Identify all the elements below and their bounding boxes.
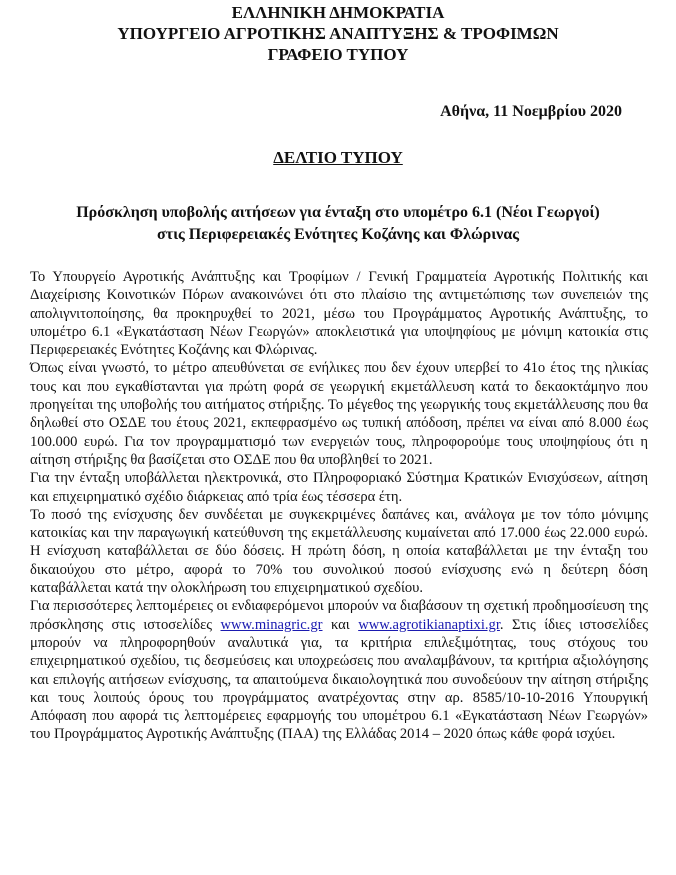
minagric-link[interactable]: www.minagric.gr xyxy=(220,616,323,633)
header-press-office: ΓΡΑΦΕΙΟ ΤΥΠΟΥ xyxy=(267,45,409,64)
header-ministry: ΥΠΟΥΡΓΕΙΟ ΑΓΡΟΤΙΚΗΣ ΑΝΑΠΤΥΞΗΣ & ΤΡΟΦΙΜΩΝ xyxy=(117,24,559,43)
document-date: Αθήνα, 11 Νοεμβρίου 2020 xyxy=(440,103,622,120)
paragraph-announcement: Το Υπουργείο Αγροτικής Ανάπτυξης και Τροφίμων / Γενική Γραμματεία Αγροτικής Πολιτικής και Διαχείρισης Κοινοτικών Πόρων ανακοινώνει ότι στο πλαίσιο της αντιμετώπισης των συνεπειών της απολιγνιτοποίησης, θα προκηρυχθεί το 2021, μέσω του Προγράμματος Αγροτικής Ανάπτυξης, το υπομέτρο 6.1 «Εγκατάσταση Νέων Γεωργών» αποκλειστικά για υποψηφίους με μόνιμη κατοικία στις Περιφερειακές Ενότητες Κοζάνης και Φλώρινας. xyxy=(30,269,648,359)
header-country: ΕΛΛΗΝΙΚΗ ΔΗΜΟΚΡΑΤΙΑ xyxy=(231,3,445,22)
subject-line-2: στις Περιφερειακές Ενότητες Κοζάνης και Φλώρινας xyxy=(156,226,519,243)
paragraph-eligibility: Όπως είναι γνωστό, το μέτρο απευθύνεται σε ενήλικες που δεν έχουν υπερβεί το 41ο έτος της ηλικίας τους και που εγκαθίστανται για πρώτη φορά σε γεωργική εκμετάλλευση κατά το δεκαοκτάμηνο που προηγείται της υποβολής του αιτήματος στήριξης. Το μέγεθος της γεωργικής τους εκμετάλλευσης που θα δηλωθεί στο ΟΣΔΕ του έτους 2021, εκπεφρασμένο ως τυπική απόδοση, πρέπει να είναι από 8.000 έως 100.000 ευρώ. Για τον προγραμματισμό των ενεργειών τους, πληροφορούμε τους υποψηφίους ότι η αίτηση στήριξης θα βασίζεται στο ΟΣΔΕ που θα υποβληθεί το 2021. xyxy=(30,360,648,468)
details-text-b: και xyxy=(330,616,350,633)
paragraph-details xyxy=(30,597,648,743)
agrotikianaptixi-link[interactable]: www.agrotikianaptixi.gr xyxy=(358,616,500,633)
paragraph-funding: Το ποσό της ενίσχυσης δεν συνδέεται με συγκεκριμένες δαπάνες και, ανάλογα με τον τόπο μόνιμης κατοικίας και την παραγωγική κατεύθυνση της εκμετάλλευσης κυμαίνεται από 17.000 έως 22.000 ευρώ. Η ενίσχυση καταβάλλεται σε δύο δόσεις. Η πρώτη δόση, η οποία καταβάλλεται με την ένταξη του δικαιούχου στο μέτρο, αφορά το 70% του συνολικού ποσού ενίσχυσης ενώ η δεύτερη δόση καταβάλλεται κατά την ολοκλήρωση του επιχειρηματικού σχεδίου. xyxy=(30,506,648,597)
paragraph-application: Για την ένταξη υποβάλλεται ηλεκτρονικά, στο Πληροφοριακό Σύστημα Κρατικών Ενισχύσεων, αίτηση και επιχειρηματικό σχέδιο διάρκειας από τρία έως τέσσερα έτη. xyxy=(30,470,648,505)
subject-heading xyxy=(30,202,646,246)
document-body xyxy=(30,268,648,744)
subject-line-1: Πρόσκληση υποβολής αιτήσεων για ένταξη στο υπομέτρο 6.1 (Νέοι Γεωργοί) xyxy=(76,204,600,221)
press-release-title: ΔΕΛΤΙΟ ΤΥΠΟΥ xyxy=(273,148,403,167)
details-text-c: . Στις ίδιες ιστοσελίδες μπορούν να πληροφορηθούν αναλυτικά για, τα κριτήρια επιλεξιμότητας, τους στόχους του επιχειρηματικού σχεδίου, τις δεσμεύσεις και υποχρεώσεις που αναλαμβάνουν, τα κριτήρια αξιολόγησης και επιλογής αιτήσεων ενίσχυσης, τα απαιτούμενα δικαιολογητικά που συνοδεύουν την αίτηση στήριξης και τους λοιπούς όρους του προγράμματος ανατρέχοντας στην αρ. 8585/10-10-2016 Υπουργική Απόφαση που αφορά τις λεπτομέρειες εφαρμογής του υπομέτρου 6.1 «Εγκατάσταση Νέων Γεωργών» του Προγράμματος Αγροτικής Ανάπτυξης (ΠΑΑ) της Ελλάδας 2014 – 2020 όπως κάθε φορά ισχύει. xyxy=(30,616,649,743)
details-text-a: Για περισσότερες λεπτομέρειες οι ενδιαφερόμενοι μπορούν να διαβάσουν τη σχετική προδημοσίευση της πρόσκλησης στις ιστοσελίδες xyxy=(30,598,648,633)
